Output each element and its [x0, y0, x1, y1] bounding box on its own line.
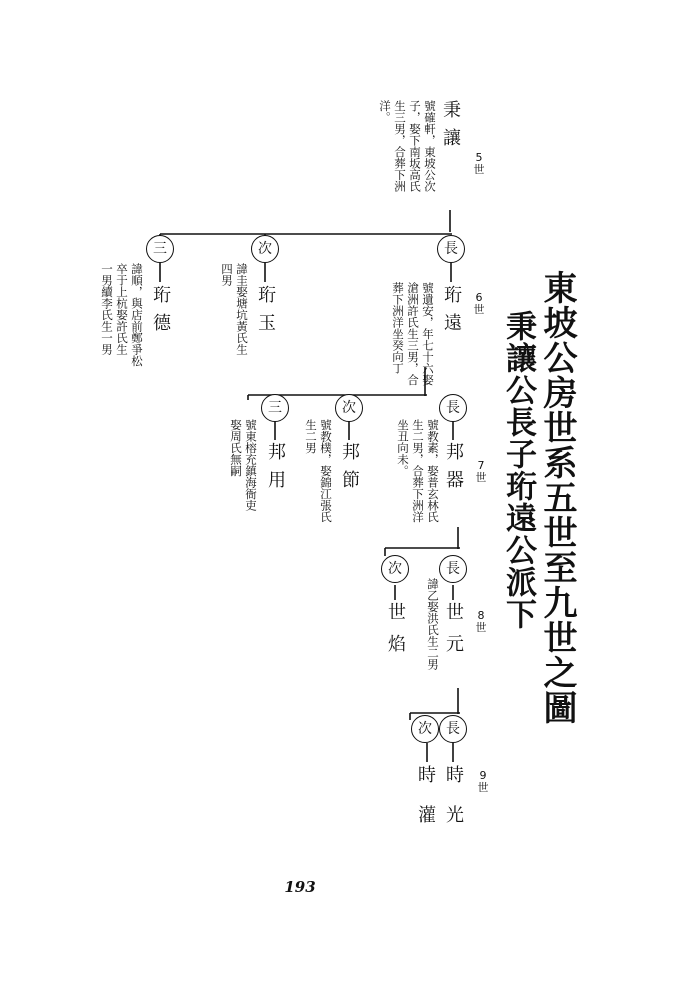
bio-line: 號東榕充鎮海衙吏: [244, 419, 258, 511]
bio-line: 葬下洲洋坐癸向丁: [391, 282, 405, 374]
order-badge: 長: [439, 394, 467, 422]
order-badge: 次: [335, 394, 363, 422]
bio-line: 四男: [220, 263, 234, 286]
bio-line: 子，娶下南坂高氏: [408, 100, 422, 192]
generation-label-5: 5世: [473, 151, 485, 176]
bio-line: 滄洲許氏生三男，合: [406, 282, 420, 386]
bio-line: 號遺安，年七十六娶: [421, 282, 435, 386]
order-badge: 三: [146, 235, 174, 263]
bio-line: 卒于上杭娶許氏生: [115, 263, 129, 355]
bio-line: 洋。: [378, 100, 392, 123]
page-number: 193: [284, 878, 316, 896]
bio-line: 號教素，娶普玄林氏: [426, 419, 440, 523]
person-name-gen5: 秉讓: [440, 100, 461, 156]
person-name: 邦器: [443, 442, 464, 498]
bio-line: 號教樸，娶錦江張氏: [319, 419, 333, 523]
order-badge: 長: [439, 715, 467, 743]
bio-line: 諱乙娶洪氏生二男: [426, 578, 440, 670]
person-name: 世焰: [385, 602, 406, 666]
bio-line: 生三男，合葬下洲: [393, 100, 407, 192]
person-name: 邦節: [339, 442, 360, 498]
order-badge: 三: [261, 394, 289, 422]
order-badge: 次: [381, 555, 409, 583]
person-name: 珩玉: [255, 285, 276, 341]
order-badge: 長: [437, 235, 465, 263]
bio-line: 生二男，合葬下洲洋: [411, 419, 425, 523]
person-name: 時灌: [415, 765, 436, 845]
bio-line: 諱順，與店前鄭爭松: [130, 263, 144, 367]
person-name: 珩遠: [441, 285, 462, 341]
bio-line: 娶周氏無嗣: [229, 419, 243, 477]
person-name: 世元: [443, 602, 464, 666]
generation-label-7: 7世: [475, 459, 487, 484]
person-name: 珩德: [150, 285, 171, 341]
page-title: 東坡公房世系五世至九世之圖: [537, 270, 577, 725]
bio-line: 一男續李氏生一男: [100, 263, 114, 355]
order-badge: 次: [251, 235, 279, 263]
order-badge: 次: [411, 715, 439, 743]
bio-line: 坐丑向未。: [396, 419, 410, 477]
order-badge: 長: [439, 555, 467, 583]
person-name: 時光: [443, 765, 464, 845]
person-name: 邦用: [265, 442, 286, 498]
generation-label-9: 9世: [477, 769, 489, 794]
bio-line: 生二男: [304, 419, 318, 454]
bio-line: 諱圭娶塘坑黃氏生: [235, 263, 249, 355]
generation-label-8: 8世: [475, 609, 487, 634]
page-subtitle: 秉讓公長子珩遠公派下: [500, 310, 536, 630]
bio-line: 號確軒，東坡公次: [423, 100, 437, 192]
generation-label-6: 6世: [473, 291, 485, 316]
